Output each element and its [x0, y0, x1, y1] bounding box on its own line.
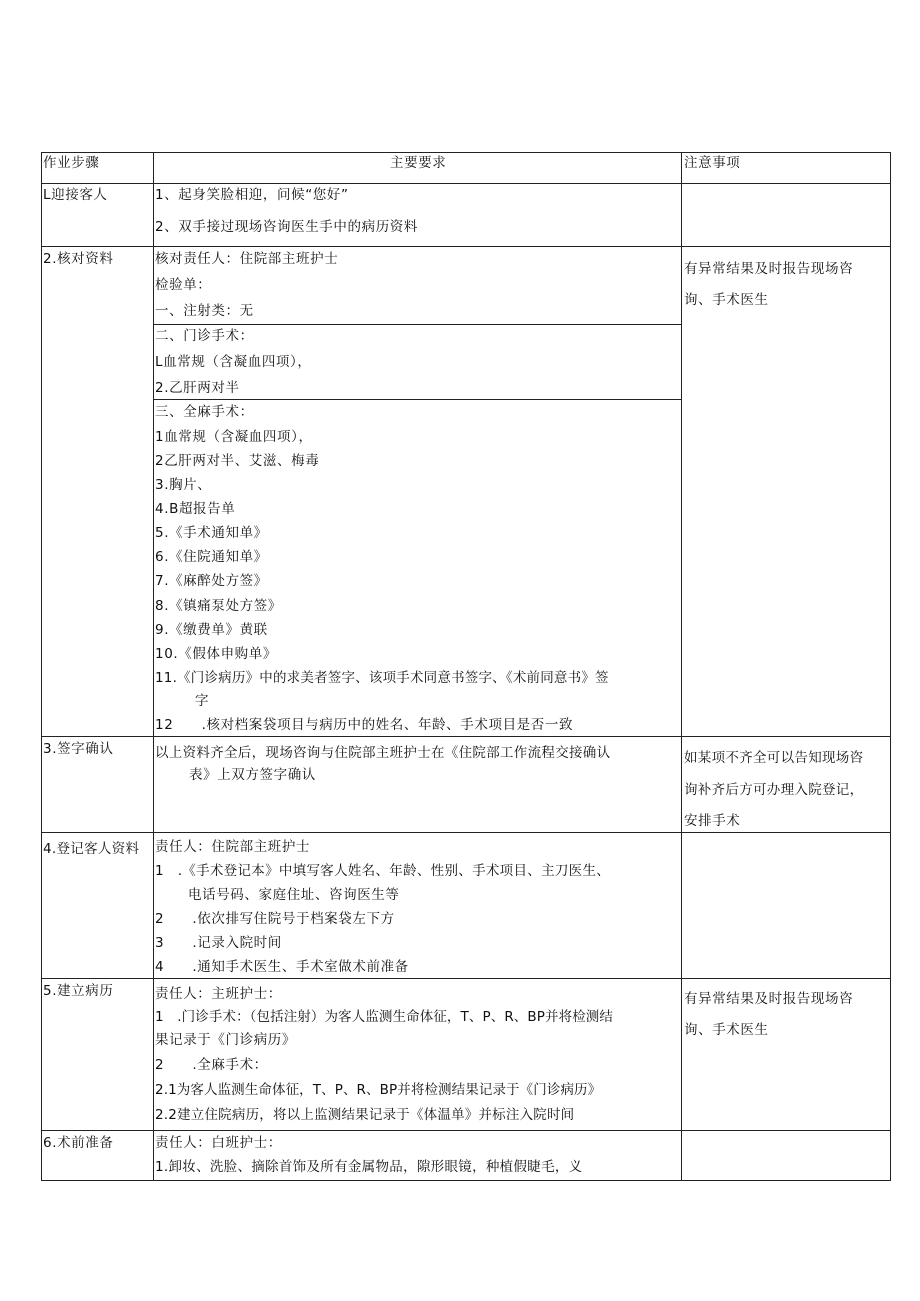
requirement-line: 4 .通知手术医生、手术室做术前准备 [155, 959, 409, 975]
step-label: 2.核对资料 [43, 251, 114, 267]
requirement-line: 1.卸妆、洗脸、摘除首饰及所有金属物品，隙形眼镜，种植假睫毛，义 [155, 1159, 583, 1175]
header-requirements: 主要要求 [390, 155, 447, 171]
requirement-line: 5.《手术通知单》 [155, 525, 268, 541]
requirement-line: 表》上双方签字确认 [189, 767, 316, 783]
requirement-line: 6.《住院通知单》 [155, 549, 268, 565]
requirement-line: 2.2建立住院病历，将以上监测结果记录于《体温单》并标注入院时间 [155, 1107, 575, 1123]
requirement-line: 检验单： [155, 277, 212, 293]
requirement-line: 8.《镇痛泵处方签》 [155, 598, 282, 614]
requirement-line: 11.《门诊病历》中的求美者签字、该项手术同意书签字、《术前同意书》签 [155, 670, 609, 686]
requirement-line: 4.B超报告单 [155, 501, 236, 517]
requirement-line: 7.《麻醉处方签》 [155, 573, 268, 589]
header-step: 作业步骤 [43, 155, 100, 171]
requirement-line: 字 [195, 693, 210, 709]
requirement-line: 2乙肝两对半、艾滋、梅毒 [155, 453, 320, 469]
requirement-line: 责任人：住院部主班护士 [155, 839, 311, 855]
note-line: 有异常结果及时报告现场咨 [684, 991, 854, 1007]
note-line: 如某项不齐全可以告知现场咨 [684, 750, 864, 766]
requirement-line: 三、全麻手术： [155, 404, 254, 420]
step-label: 5.建立病历 [43, 983, 114, 999]
requirement-line: 以上资料齐全后，现场咨询与住院部主班护士在《住院部工作流程交接确认 [155, 745, 611, 761]
step-label: L迎接客人 [43, 187, 108, 203]
requirement-line: 2 .依次排写住院号于档案袋左下方 [155, 911, 395, 927]
requirement-line: 2.乙肝两对半 [155, 380, 240, 396]
requirement-line: 责任人：白班护士： [155, 1135, 282, 1151]
requirement-line: 10.《假体申购单》 [155, 646, 277, 662]
requirement-line: 2、双手接过现场咨询医生手中的病历资料 [155, 219, 418, 235]
requirement-line: 果记录于《门诊病历》 [155, 1032, 296, 1048]
requirement-line: 2 .全麻手术： [155, 1057, 268, 1073]
requirement-line: 电话号码、家庭住址、咨询医生等 [188, 887, 400, 903]
requirement-line: 1 .《手术登记本》中填写客人姓名、年龄、性别、手术项目、主刀医生、 [155, 863, 611, 879]
requirement-line: 1 .门诊手术：（包括注射）为客人监测生命体征，T、P、R、BP并将检测结 [155, 1009, 613, 1025]
requirement-line: 核对责任人：住院部主班护士 [155, 251, 339, 267]
note-line: 询补齐后方可办理入院登记， [684, 782, 864, 798]
requirement-line: 一、注射类：无 [155, 303, 254, 319]
requirement-line: 2.1为客人监测生命体征，T、P、R、BP并将检测结果记录于《门诊病历》 [155, 1082, 602, 1098]
requirement-line: L血常规（含凝血四项）， [155, 354, 312, 370]
requirement-line: 9.《缴费单》黄联 [155, 622, 268, 638]
requirement-line: 3.胸片、 [155, 477, 212, 493]
requirement-line: 12 .核对档案袋项目与病历中的姓名、年龄、手术项目是否一致 [155, 717, 574, 733]
header-notes: 注意事项 [684, 155, 741, 171]
requirement-line: 1血常规（含凝血四项）， [155, 429, 313, 445]
note-line: 询、手术医生 [684, 292, 769, 308]
requirement-line: 责任人：主班护士： [155, 986, 282, 1002]
step-label: 3.签字确认 [43, 741, 114, 757]
step-label: 6.术前准备 [43, 1135, 114, 1151]
requirement-line: 3 .记录入院时间 [155, 935, 282, 951]
note-line: 安排手术 [684, 813, 741, 829]
step-label: 4.登记客人资料 [43, 841, 140, 857]
note-line: 询、手术医生 [684, 1022, 769, 1038]
note-line: 有异常结果及时报告现场咨 [684, 261, 854, 277]
requirement-line: 二、门诊手术： [155, 328, 254, 344]
requirement-line: 1、起身笑脸相迎，问候“您好” [155, 187, 349, 203]
